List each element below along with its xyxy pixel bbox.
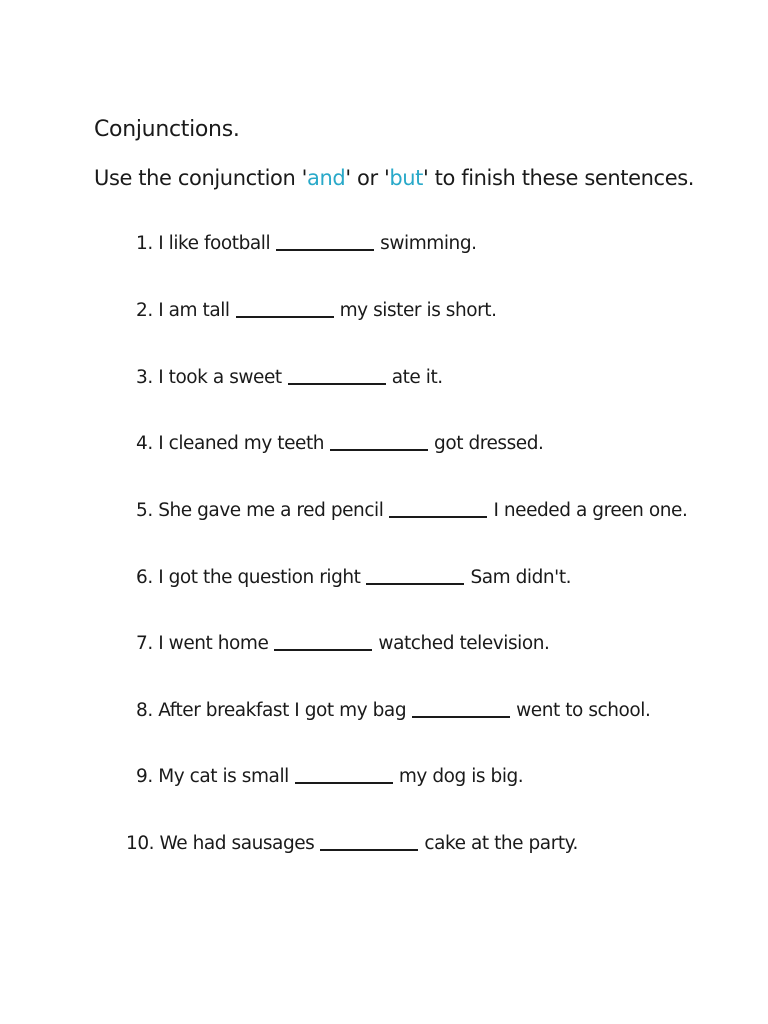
answer-blank[interactable] xyxy=(236,300,334,318)
sentence-number: 7. xyxy=(136,633,153,654)
conjunction-and: and xyxy=(307,166,346,190)
sentence-start: We had sausages xyxy=(159,833,315,854)
instruction-text-middle: ' or ' xyxy=(345,166,390,190)
sentence-number: 10. xyxy=(126,833,155,854)
sentence-number: 2. xyxy=(136,300,153,321)
sentence-item xyxy=(136,431,543,454)
sentence-end: I needed a green one. xyxy=(493,500,688,521)
sentence-item xyxy=(136,365,443,388)
answer-blank[interactable] xyxy=(320,833,418,851)
answer-blank[interactable] xyxy=(288,367,386,385)
answer-blank[interactable] xyxy=(412,700,510,718)
sentence-end: my dog is big. xyxy=(398,766,524,787)
conjunction-but: but xyxy=(389,166,424,190)
answer-blank[interactable] xyxy=(330,433,428,451)
sentence-number: 5. xyxy=(136,500,153,521)
sentence-number: 3. xyxy=(136,367,153,388)
answer-blank[interactable] xyxy=(389,500,487,518)
sentence-item xyxy=(136,764,523,787)
sentence-start: I went home xyxy=(158,633,269,654)
sentence-item xyxy=(136,298,497,321)
sentence-item xyxy=(136,565,571,588)
sentence-start: After breakfast I got my bag xyxy=(158,700,407,721)
sentence-end: went to school. xyxy=(516,700,651,721)
sentence-start: I took a sweet xyxy=(158,367,282,388)
sentence-end: Sam didn't. xyxy=(470,567,572,588)
sentence-end: ate it. xyxy=(391,367,443,388)
answer-blank[interactable] xyxy=(276,233,374,251)
sentence-start: I like football xyxy=(158,233,271,254)
sentence-number: 1. xyxy=(136,233,153,254)
sentence-number: 9. xyxy=(136,766,153,787)
answer-blank[interactable] xyxy=(366,567,464,585)
instruction-text-end: ' to finish these sentences. xyxy=(423,166,695,190)
sentence-start: She gave me a red pencil xyxy=(158,500,384,521)
answer-blank[interactable] xyxy=(295,766,393,784)
sentence-start: I am tall xyxy=(158,300,230,321)
sentence-end: my sister is short. xyxy=(339,300,497,321)
sentence-end: watched television. xyxy=(378,633,550,654)
sentence-number: 4. xyxy=(136,433,153,454)
sentence-start: My cat is small xyxy=(158,766,289,787)
worksheet-title: Conjunctions. xyxy=(94,117,240,142)
sentence-start: I got the question right xyxy=(158,567,361,588)
sentence-item xyxy=(126,831,578,854)
sentence-number: 6. xyxy=(136,567,153,588)
sentence-end: got dressed. xyxy=(434,433,544,454)
sentence-end: swimming. xyxy=(380,233,477,254)
sentence-item xyxy=(136,231,477,254)
sentence-item xyxy=(136,631,549,654)
sentence-end: cake at the party. xyxy=(424,833,578,854)
answer-blank[interactable] xyxy=(274,633,372,651)
sentence-item xyxy=(136,698,650,721)
instruction-text-start: Use the conjunction ' xyxy=(94,166,308,190)
sentence-item xyxy=(136,498,687,521)
sentence-number: 8. xyxy=(136,700,153,721)
sentence-start: I cleaned my teeth xyxy=(158,433,325,454)
